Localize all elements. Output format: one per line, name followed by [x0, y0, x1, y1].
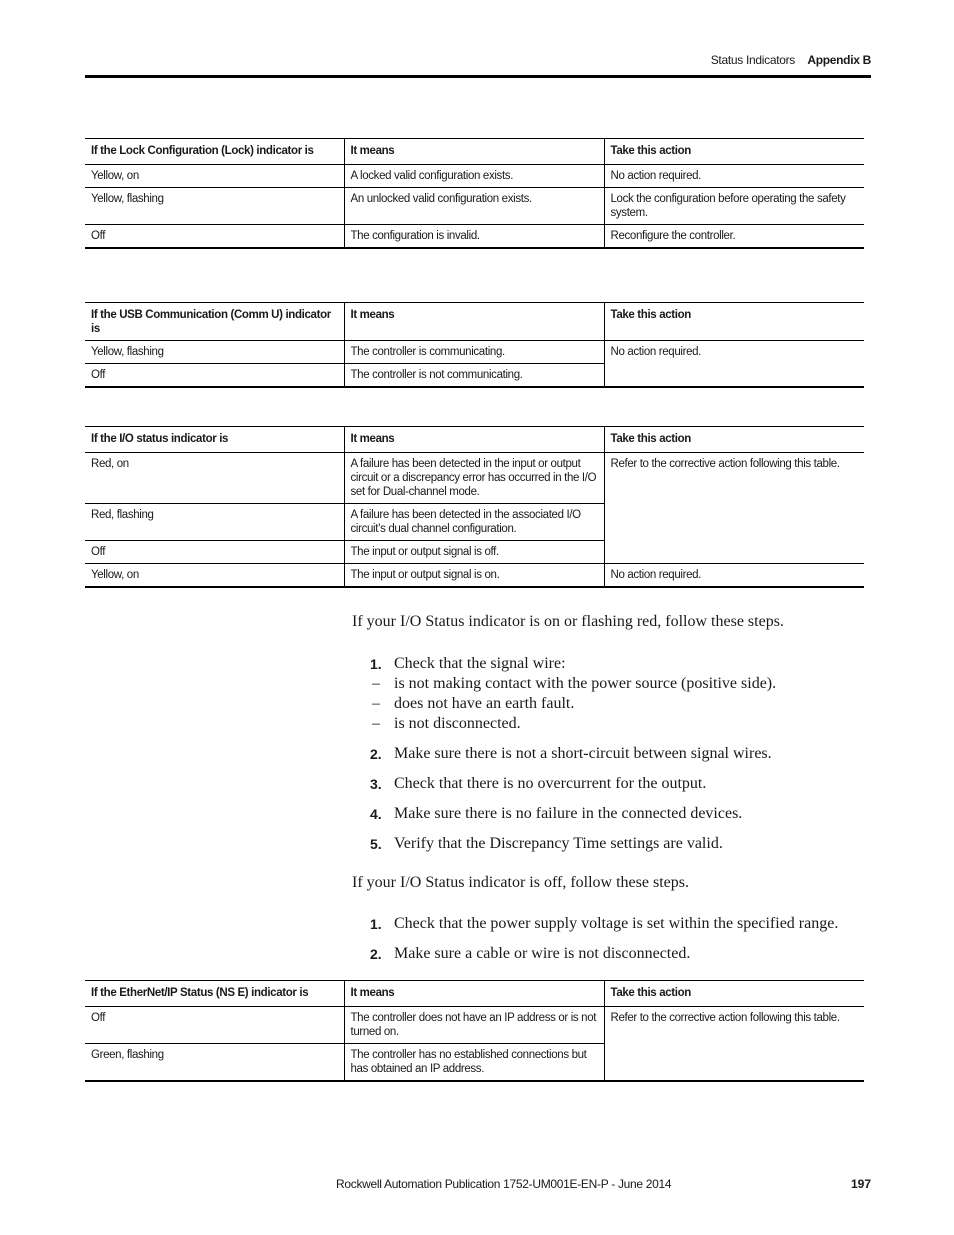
table-cell: Red, on [85, 453, 344, 504]
table-row [85, 188, 864, 225]
step-text: Verify that the Discrepancy Time settings are valid. [394, 835, 723, 852]
header-rule [85, 75, 871, 78]
table-cell: The configuration is invalid. [344, 225, 604, 249]
io-status-table [85, 426, 864, 588]
table-cell: Lock the configuration before operating the safety system. [604, 188, 864, 225]
column-header: It means [344, 303, 604, 341]
table-cell: Yellow, on [85, 165, 344, 188]
table-header-row [85, 981, 864, 1007]
header-section-title: Status Indicators [710, 53, 795, 67]
dash-bullet: – [372, 675, 380, 692]
column-header: It means [344, 427, 604, 453]
step-number: 3. [370, 776, 382, 792]
table-cell: No action required. [604, 341, 864, 388]
table-cell: Yellow, on [85, 564, 344, 588]
procedure-on-intro: If your I/O Status indicator is on or flashing red, follow these steps. [352, 613, 784, 630]
sub-item-text: is not making contact with the power source (positive side). [394, 675, 777, 692]
table-cell: A locked valid configuration exists. [344, 165, 604, 188]
table-cell: A failure has been detected in the input or output circuit or a discrepancy error has occurred in the I/O set for Dual-channel mode. [344, 453, 604, 504]
table-cell: Refer to the corrective action following this table. [604, 453, 864, 564]
usb-indicator-table [85, 302, 864, 388]
table-cell: Refer to the corrective action following this table. [604, 1007, 864, 1082]
list-item [370, 774, 776, 794]
table-cell: The input or output signal is on. [344, 564, 604, 588]
step-text: Check that the power supply voltage is set within the specified range. [394, 915, 839, 932]
table-cell: Red, flashing [85, 504, 344, 541]
step-number: 1. [370, 656, 382, 672]
column-header: If the Lock Configuration (Lock) indicator is [85, 139, 344, 165]
column-header: It means [344, 139, 604, 165]
table-row [85, 453, 864, 504]
table-header-row [85, 303, 864, 341]
column-header: Take this action [604, 981, 864, 1007]
publication-info: Rockwell Automation Publication 1752-UM001E-EN-P - June 2014 [336, 1177, 672, 1191]
table-cell: The controller is not communicating. [344, 364, 604, 388]
table-cell: Green, flashing [85, 1044, 344, 1082]
sub-item-text: is not disconnected. [394, 715, 521, 732]
table-cell: No action required. [604, 564, 864, 588]
table-header-row [85, 427, 864, 453]
sub-list-item [370, 714, 776, 734]
step-number: 1. [370, 916, 382, 932]
list-item [370, 834, 776, 854]
table-cell: The controller is communicating. [344, 341, 604, 364]
dash-bullet: – [372, 715, 380, 732]
lock-indicator-table [85, 138, 864, 249]
table-cell: The input or output signal is off. [344, 541, 604, 564]
column-header: Take this action [604, 427, 864, 453]
step-number: 5. [370, 836, 382, 852]
column-header: If the I/O status indicator is [85, 427, 344, 453]
table-row [85, 1007, 864, 1044]
step-number: 2. [370, 946, 382, 962]
list-item [370, 944, 838, 964]
step-text: Make sure a cable or wire is not disconnected. [394, 945, 691, 962]
step-text: Check that there is no overcurrent for the output. [394, 775, 707, 792]
dash-bullet: – [372, 695, 380, 712]
procedure-on-steps [370, 654, 776, 864]
table-cell: Yellow, flashing [85, 341, 344, 364]
ethernet-status-table [85, 980, 864, 1082]
header-appendix-label: Appendix B [807, 53, 871, 67]
sub-item-text: does not have an earth fault. [394, 695, 575, 712]
table-cell: An unlocked valid configuration exists. [344, 188, 604, 225]
list-item [370, 914, 838, 934]
table-cell: The controller has no established connections but has obtained an IP address. [344, 1044, 604, 1082]
page-number: 197 [850, 1177, 871, 1191]
procedure-off-steps [370, 914, 838, 974]
list-item [370, 804, 776, 824]
table-row [85, 564, 864, 588]
sub-item-list [372, 674, 777, 734]
column-header: If the USB Communication (Comm U) indicator is [85, 303, 344, 341]
table-cell: No action required. [604, 165, 864, 188]
table-cell: A failure has been detected in the associated I/O circuit’s dual channel configuration. [344, 504, 604, 541]
table-cell: Off [85, 541, 344, 564]
table-cell: Yellow, flashing [85, 188, 344, 225]
sub-list-item [370, 694, 776, 714]
step-text: Make sure there is no failure in the connected devices. [394, 805, 743, 822]
table-cell: Reconfigure the controller. [604, 225, 864, 249]
table-cell: The controller does not have an IP address or is not turned on. [344, 1007, 604, 1044]
list-item [370, 744, 776, 764]
step-number: 2. [370, 746, 382, 762]
page-header [85, 53, 871, 77]
table-row [85, 341, 864, 364]
list-item [370, 654, 776, 734]
column-header: If the EtherNet/IP Status (NS E) indicator is [85, 981, 344, 1007]
column-header: It means [344, 981, 604, 1007]
table-cell: Off [85, 225, 344, 249]
step-text: Make sure there is not a short-circuit between signal wires. [394, 745, 772, 762]
table-header-row [85, 139, 864, 165]
table-cell: Off [85, 364, 344, 388]
table-row [85, 225, 864, 249]
step-text: Check that the signal wire: [394, 655, 566, 672]
column-header: Take this action [604, 303, 864, 341]
table-cell: Off [85, 1007, 344, 1044]
procedure-off-intro: If your I/O Status indicator is off, follow these steps. [352, 874, 689, 891]
sub-list-item [370, 674, 776, 694]
table-row [85, 165, 864, 188]
column-header: Take this action [604, 139, 864, 165]
step-number: 4. [370, 806, 382, 822]
